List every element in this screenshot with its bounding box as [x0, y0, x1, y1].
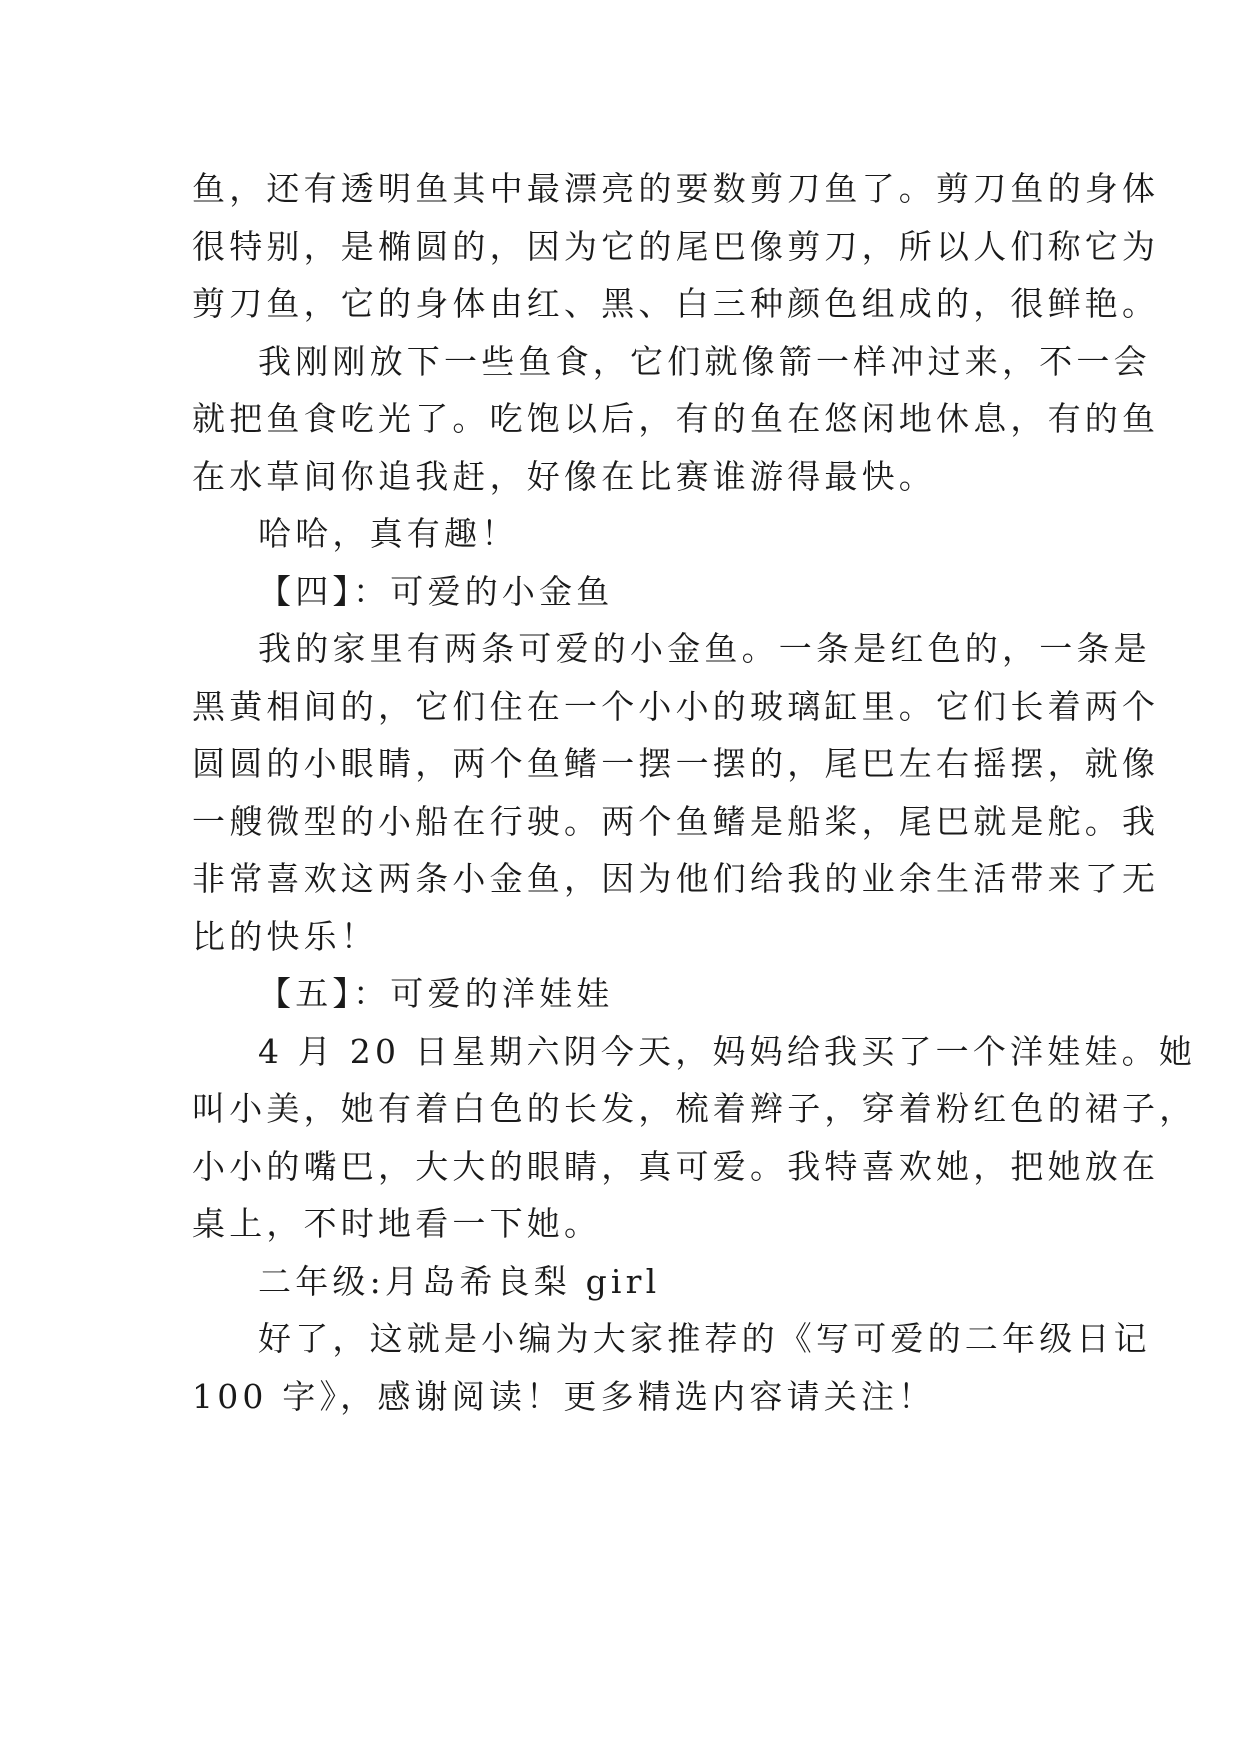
paragraph-line: 鱼，还有透明鱼其中最漂亮的要数剪刀鱼了。剪刀鱼的身体: [192, 169, 1160, 208]
paragraph-line: 哈哈，真有趣！: [258, 514, 519, 553]
paragraph-line: 比的快乐！: [192, 916, 378, 956]
paragraph-line: 4 月 20 日星期六阴今天，妈妈给我买了一个洋娃娃。她: [258, 1031, 1197, 1071]
author-line: 二年级:月岛希良梨 girl: [258, 1261, 661, 1301]
paragraph-line: 小小的嘴巴，大大的眼睛，真可爱。我特喜欢她，把她放在: [192, 1146, 1160, 1186]
section-heading: 【五】：可爱的洋娃娃: [258, 974, 614, 1013]
paragraph-line: 剪刀鱼，它的身体由红、黑、白三种颜色组成的，很鲜艳。: [192, 284, 1160, 323]
paragraph-line: 叫小美，她有着白色的长发，梳着辫子，穿着粉红色的裙子，: [192, 1089, 1197, 1128]
section-heading: 【四】：可爱的小金鱼: [258, 571, 614, 611]
paragraph-line: 在水草间你追我赶，好像在比赛谁游得最快。: [192, 456, 936, 496]
paragraph-line: 好了，这就是小编为大家推荐的《写可爱的二年级日记: [258, 1319, 1151, 1358]
paragraph-line: 一艘微型的小船在行驶。两个鱼鳍是船桨，尾巴就是舵。我: [192, 801, 1160, 841]
paragraph-line: 非常喜欢这两条小金鱼，因为他们给我的业余生活带来了无: [192, 859, 1160, 898]
document-body: [192, 160, 1197, 1425]
paragraph-line: 100 字》，感谢阅读！更多精选内容请关注！: [192, 1376, 936, 1416]
paragraph-line: 桌上，不时地看一下她。: [192, 1204, 602, 1243]
paragraph-line: 黑黄相间的，它们住在一个小小的玻璃缸里。它们长着两个: [192, 686, 1160, 726]
paragraph-line: 圆圆的小眼睛，两个鱼鳍一摆一摆的，尾巴左右摇摆，就像: [192, 744, 1160, 783]
paragraph-line: 很特别，是椭圆的，因为它的尾巴像剪刀，所以人们称它为: [192, 226, 1160, 266]
paragraph-line: 就把鱼食吃光了。吃饱以后，有的鱼在悠闲地休息，有的鱼: [192, 399, 1160, 438]
paragraph-line: 我刚刚放下一些鱼食，它们就像箭一样冲过来，不一会: [258, 341, 1151, 381]
paragraph-line: 我的家里有两条可爱的小金鱼。一条是红色的，一条是: [258, 629, 1151, 668]
